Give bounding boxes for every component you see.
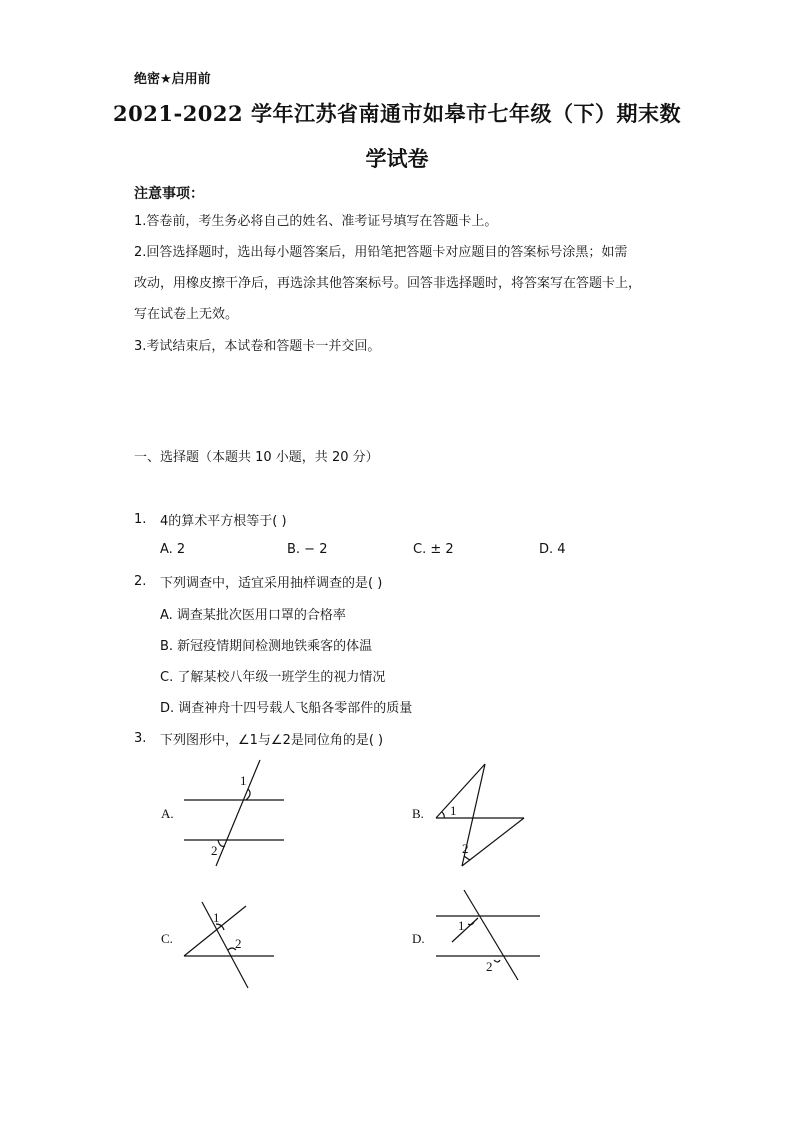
- figure-b: [430, 760, 530, 870]
- figure-b-angle-1-label: 1: [450, 803, 457, 818]
- question-2-option-c: C. 了解某校八年级一班学生的视力情况: [160, 670, 386, 685]
- figure-d: [432, 886, 544, 994]
- question-2-text: 下列调查中，适宜采用抽样调查的是( ): [160, 576, 383, 591]
- question-1-option-c: C. ± 2: [413, 542, 454, 557]
- figure-c: [180, 896, 280, 992]
- question-1-option-a: A. 2: [160, 542, 186, 557]
- notice-item-1: 1.答卷前，考生务必将自己的姓名、准考证号填写在答题卡上。: [134, 214, 498, 229]
- figure-d-angle-1-arc: [468, 922, 474, 925]
- figure-b-label: B.: [412, 806, 424, 821]
- question-2-option-b: B. 新冠疫情期间检测地铁乘客的体温: [160, 639, 373, 654]
- figure-b-angle-2-label: 2: [462, 841, 469, 856]
- figure-a: [180, 758, 290, 870]
- figure-a-transversal: [216, 760, 260, 866]
- figure-d-label: D.: [412, 931, 425, 946]
- question-1-number: 1.: [134, 512, 147, 527]
- exam-title-line2: 学试卷: [365, 146, 429, 171]
- section-heading: 一、选择题（本题共 10 小题，共 20 分）: [134, 450, 379, 465]
- question-2-number: 2.: [134, 574, 147, 589]
- figure-a-angle-1-label: 1: [240, 773, 247, 788]
- figure-a-angle-1-arc: [246, 789, 250, 800]
- figure-c-angle-1-label: 1: [213, 910, 220, 925]
- figure-d-angle-2-label: 2: [486, 959, 493, 974]
- notice-item-2-line2: 改动，用橡皮擦干净后，再选涂其他答案标号。回答非选择题时，将答案写在答题卡上，: [134, 276, 642, 291]
- figure-b-angle-2-arc: [464, 856, 470, 860]
- figure-a-label: A.: [161, 806, 174, 821]
- question-1-option-b: B. − 2: [287, 542, 328, 557]
- question-3-number: 3.: [134, 731, 147, 746]
- notice-item-2-line3: 写在试卷上无效。: [134, 307, 239, 322]
- exam-title-line1: 2021-2022 学年江苏省南通市如皋市七年级（下）期末数: [113, 101, 681, 126]
- secret-label: 绝密★启用前: [134, 72, 211, 87]
- question-1-option-d: D. 4: [539, 542, 566, 557]
- notice-item-3: 3.考试结束后，本试卷和答题卡一并交回。: [134, 339, 381, 354]
- figure-c-angle-2-label: 2: [235, 936, 242, 951]
- figure-b-left-side: [436, 764, 485, 818]
- notice-heading: 注意事项：: [134, 186, 204, 202]
- figure-c-label: C.: [161, 931, 173, 946]
- question-1-text: 4的算术平方根等于( ): [160, 514, 287, 529]
- question-2-option-d: D. 调查神舟十四号载人飞船各零部件的质量: [160, 701, 413, 716]
- figure-d-angle-2-arc: [494, 960, 500, 962]
- question-3-text: 下列图形中，∠1与∠2是同位角的是( ): [160, 733, 384, 748]
- figure-a-angle-2-label: 2: [211, 843, 218, 858]
- figure-b-angle-1-arc: [442, 812, 444, 818]
- notice-item-2-line1: 2.回答选择题时，选出每小题答案后，用铅笔把答题卡对应题目的答案标号涂黑；如需: [134, 245, 628, 260]
- question-2-option-a: A. 调查某批次医用口罩的合格率: [160, 608, 346, 623]
- figure-d-short-segment: [452, 918, 478, 942]
- figure-d-angle-1-label: 1: [458, 918, 465, 933]
